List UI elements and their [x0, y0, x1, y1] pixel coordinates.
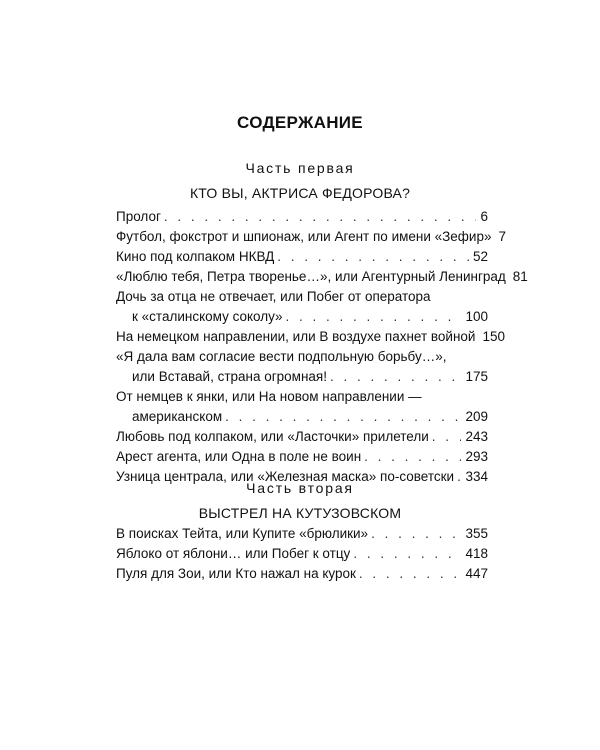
toc-entry-title: «Люблю тебя, Петра творенье…», или Агентурный Ленинград	[116, 269, 506, 284]
toc-entry[interactable]	[116, 227, 506, 247]
toc-entry-title: Яблоко от яблони… или Побег к отцу	[116, 546, 351, 561]
dot-leader	[277, 247, 469, 267]
dot-leader	[286, 307, 462, 327]
part-one-title: КТО ВЫ, АКТРИСА ФЕДОРОВА?	[189, 185, 411, 201]
part-two-toc	[116, 524, 488, 584]
toc-entry-title: Узница централа, или «Железная маска» по-советски	[116, 469, 455, 484]
part-one-heading	[0, 159, 600, 202]
toc-entry-page: 6	[480, 209, 488, 224]
part-two-label: Часть вторая	[246, 480, 354, 496]
toc-entry-title: к «сталинскому соколу»	[132, 309, 283, 324]
toc-entry[interactable]	[116, 247, 488, 267]
page-title: СОДЕРЖАНИЕ	[237, 113, 363, 132]
toc-entry-page: 447	[465, 566, 488, 581]
toc-entry[interactable]	[116, 347, 488, 387]
toc-entry-title: На немецком направлении, или В воздухе пахнет войной	[116, 329, 476, 344]
toc-entry-page: 7	[498, 229, 506, 244]
toc-entry[interactable]	[116, 427, 488, 447]
toc-entry-page: 81	[512, 269, 528, 284]
toc-entry-title: Кино под колпаком НКВД	[116, 249, 275, 264]
toc-entry[interactable]	[116, 327, 506, 347]
toc-entry[interactable]	[116, 387, 488, 427]
toc-entry-page: 355	[465, 526, 488, 541]
toc-entry-page: 52	[472, 249, 488, 264]
toc-entry-page: 334	[465, 469, 488, 484]
toc-entry-page: 150	[482, 329, 506, 344]
dot-leader	[164, 207, 477, 227]
toc-entry-title: Пуля для Зои, или Кто нажал на курок	[116, 566, 356, 581]
toc-entry-title: Пролог	[116, 209, 161, 224]
toc-entry[interactable]	[116, 447, 488, 467]
toc-entry[interactable]	[116, 544, 488, 564]
part-two-heading	[0, 479, 600, 522]
toc-entry[interactable]	[116, 564, 488, 584]
toc-entry[interactable]	[116, 287, 488, 327]
toc-entry-page: 243	[465, 429, 488, 444]
toc-entry-title: или Вставай, страна огромная!	[132, 369, 327, 384]
dot-leader	[432, 427, 462, 447]
toc-entry-page: 100	[465, 309, 488, 324]
dot-leader	[364, 447, 461, 467]
part-two-title: ВЫСТРЕЛ НА КУТУЗОВСКОМ	[198, 505, 402, 521]
toc-entry-title-first-line: От немцев к янки, или На новом направлении —	[116, 389, 422, 404]
part-one-label: Часть первая	[245, 160, 355, 176]
toc-entry-title: Арест агента, или Одна в поле не воин	[116, 449, 362, 464]
toc-entry[interactable]	[116, 267, 528, 287]
toc-entry-page: 175	[465, 369, 488, 384]
dot-leader	[330, 367, 461, 387]
dot-leader	[353, 544, 461, 564]
toc-entry-page: 293	[465, 449, 488, 464]
toc-entry-title-first-line: Дочь за отца не отвечает, или Побег от оператора	[116, 289, 431, 304]
toc-entry-page: 209	[465, 409, 488, 424]
toc-entry[interactable]	[116, 524, 488, 544]
toc-entry-title: Футбол, фокстрот и шпионаж, или Агент по имени «Зефир»	[116, 229, 492, 244]
toc-entry-page: 418	[465, 546, 488, 561]
part-one-toc	[116, 207, 528, 487]
toc-entry-title: В поисках Тейта, или Купите «брюлики»	[116, 526, 369, 541]
toc-entry-title: американском	[132, 409, 223, 424]
dot-leader	[225, 407, 461, 427]
toc-entry[interactable]	[116, 207, 488, 227]
toc-entry-title-first-line: «Я дала вам согласие вести подпольную борьбу…»,	[116, 349, 447, 364]
toc-entry-title: Любовь под колпаком, или «Ласточки» прилетели	[116, 429, 429, 444]
dot-leader	[359, 564, 462, 584]
dot-leader	[371, 524, 461, 544]
